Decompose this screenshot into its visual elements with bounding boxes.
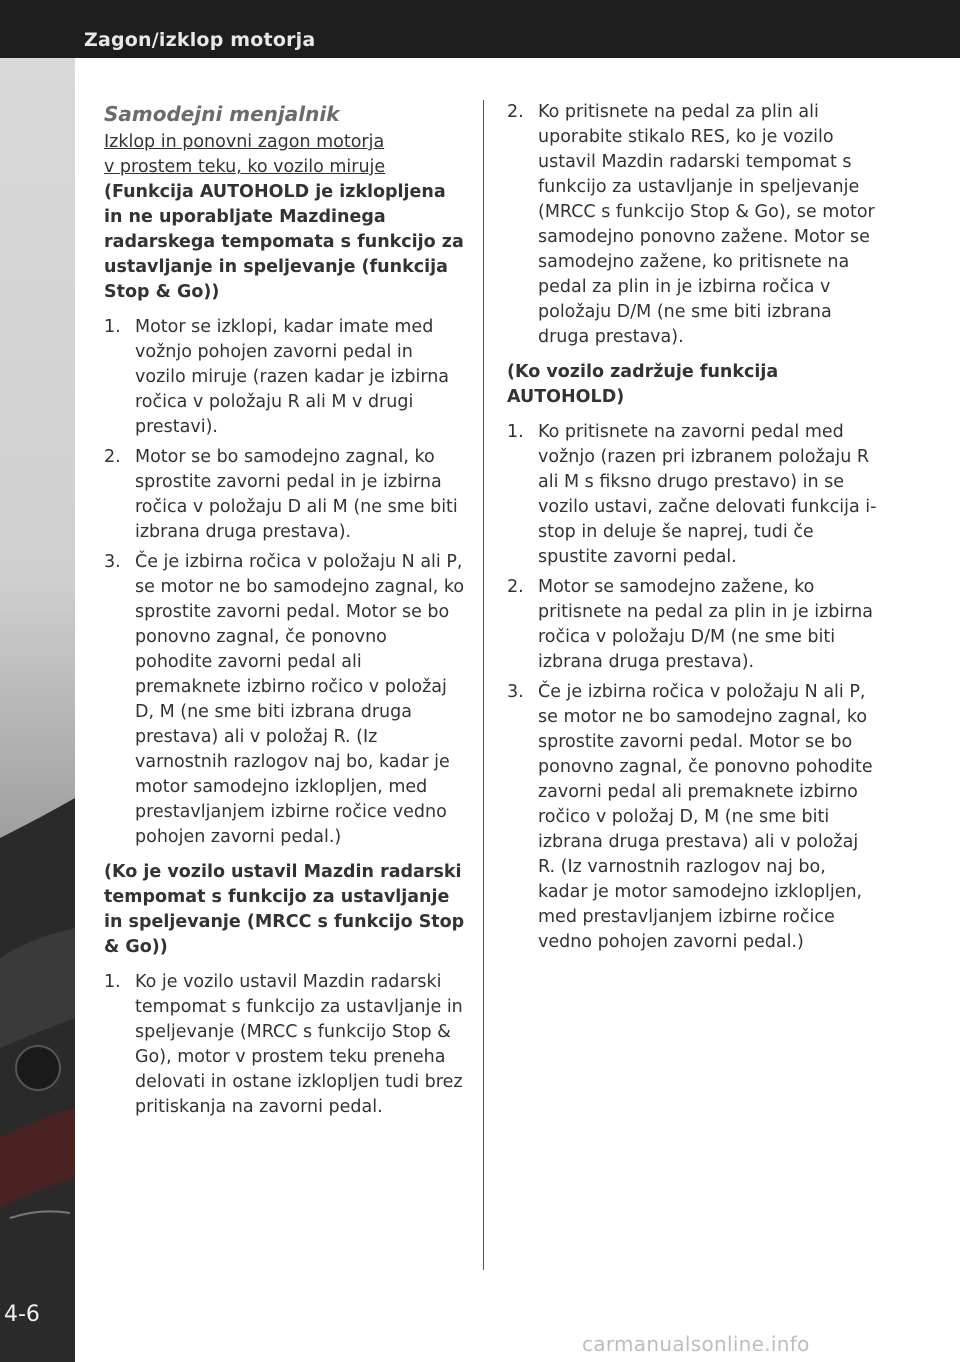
list-item-number: 2. <box>507 577 524 597</box>
list-item-text: Če je izbirna ročica v položaju N ali P, se motor ne bo samodejno zagnal, ko sprostite zavorni pedal. Motor se bo ponovno zagnal, če ponovno pohodite zavorni pedal ali premaknete izbirno ročico v položaj D, M (ne sme biti izbrana druga prestava) ali v položaj R. (Iz varnostnih razlogov naj bo, kadar je motor samodejno izklopljen, med prestavljanjem izbirne ročice vedno pohojen zavorni pedal.) <box>538 682 873 952</box>
right-column <box>507 100 877 965</box>
subsection-title-line2: v prostem teku, ko vozilo miruje <box>104 157 386 177</box>
list-item-number: 1. <box>507 422 524 442</box>
list-item <box>507 680 877 955</box>
section-title: Samodejni menjalnik <box>104 102 340 126</box>
list-item <box>507 575 877 675</box>
steps-list-3 <box>507 420 877 955</box>
list-item-number: 3. <box>507 682 524 702</box>
column-divider <box>483 100 484 1270</box>
side-panel <box>0 58 75 1362</box>
condition-heading-mrcc: (Ko je vozilo ustavil Mazdin radarski tempomat s funkcijo za ustavljanje in speljevanje (MRCC s funkcijo Stop & Go)) <box>104 862 465 957</box>
condition-heading-autohold-off: (Funkcija AUTOHOLD je izklopljena in ne uporabljate Mazdinega radarskega tempomata s funkcijo za ustavljanje in speljevanje (funkcija Stop & Go)) <box>104 182 464 302</box>
list-item-number: 1. <box>104 317 121 337</box>
list-item <box>104 445 466 545</box>
header-bar <box>0 0 960 58</box>
chapter-title: Zagon/izklop motorja <box>84 29 316 51</box>
watermark: carmanualsonline.info <box>582 1332 810 1356</box>
list-item-number: 2. <box>104 447 121 467</box>
list-item-text: Ko pritisnete na pedal za plin ali uporabite stikalo RES, ko je vozilo ustavil Mazdin radarski tempomat s funkcijo za ustavljanje in speljevanje (MRCC s funkcijo Stop & Go), se motor samodejno ponovno zažene. Motor se samodejno zažene, ko pritisnete na pedal za plin in je izbirna ročica v položaju D/M (ne sme biti izbrana druga prestava). <box>538 102 875 347</box>
car-interior-image <box>0 58 75 1362</box>
steps-list-2 <box>104 970 466 1120</box>
list-item <box>104 315 466 440</box>
list-item <box>104 970 466 1120</box>
steps-list-2-continued <box>507 100 877 350</box>
condition-heading-autohold-on: (Ko vozilo zadržuje funkcija AUTOHOLD) <box>507 362 779 407</box>
steps-list-1 <box>104 315 466 850</box>
list-item-text: Motor se izklopi, kadar imate med vožnjo pohojen zavorni pedal in vozilo miruje (razen kadar je izbirna ročica v položaju R ali M v drugi prestavi). <box>135 317 450 437</box>
list-item-text: Če je izbirna ročica v položaju N ali P, se motor ne bo samodejno zagnal, ko sprostite zavorni pedal. Motor se bo ponovno zagnal, če ponovno pohodite zavorni pedal ali premaknete izbirno ročico v položaj D, M (ne sme biti izbrana druga prestava) ali v položaj R. (Iz varnostnih razlogov naj bo, kadar je motor samodejno izklopljen, med prestavljanjem izbirne ročice vedno pohojen zavorni pedal.) <box>135 552 465 847</box>
list-item <box>104 550 466 850</box>
list-item-text: Motor se bo samodejno zagnal, ko sprostite zavorni pedal in je izbirna ročica v položaju D ali M (ne sme biti izbrana druga prestava). <box>135 447 458 542</box>
list-item-number: 3. <box>104 552 121 572</box>
list-item <box>507 420 877 570</box>
left-column <box>104 100 466 1130</box>
list-item-text: Ko je vozilo ustavil Mazdin radarski tempomat s funkcijo za ustavljanje in speljevanje (MRCC s funkcijo Stop & Go), motor v prostem teku preneha delovati in ostane izklopljen tudi brez pritiskanja na zavorni pedal. <box>135 972 463 1117</box>
page-number: 4-6 <box>4 1302 40 1327</box>
subsection-title-line1: Izklop in ponovni zagon motorja <box>104 132 385 152</box>
list-item-text: Ko pritisnete na zavorni pedal med vožnjo (razen pri izbranem položaju R ali M s fiksno drugo prestavo) in se vozilo ustavi, začne delovati funkcija i-stop in deluje še naprej, tudi če spustite zavorni pedal. <box>538 422 877 567</box>
list-item-text: Motor se samodejno zažene, ko pritisnete na pedal za plin in je izbirna ročica v položaju D/M (ne sme biti izbrana druga prestava). <box>538 577 873 672</box>
list-item <box>507 100 877 350</box>
list-item-number: 2. <box>507 102 524 122</box>
list-item-number: 1. <box>104 972 121 992</box>
